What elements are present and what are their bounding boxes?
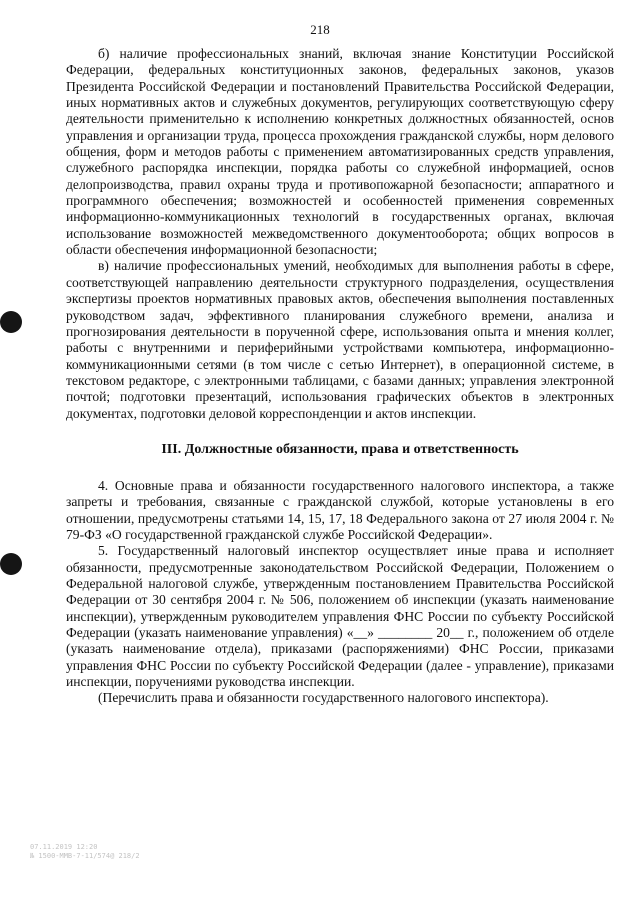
paragraph-knowledge: б) наличие профессиональных знаний, включая знание Конституции Российской Федерации, федеральных конституционных законов, федеральных законов, указов Президента Российской Федерации и постановлений Правительства Российской Федерации, иных нормативных актов и служебных документов, регулирующих соответствующую сферу деятельности применительно к исполнению конкретных должностных обязанностей, основ управления и организации труда, процесса прохождения гражданской службы, норм делового общения, форм и методов работы с применением автоматизированных средств управления, служебного распорядка инспекции, порядка работы со служебной информацией, основ делопроизводства, правил охраны труда и противопожарной безопасности; аппаратного и программного обеспечения; возможностей и особенностей применения современных информационно-коммуникационных технологий в государственных органах, включая использование возможностей межведомственного документооборота; общих вопросов в области обеспечения информационной безопасности; [66, 46, 614, 258]
footer-stamp [30, 843, 140, 861]
punch-hole [0, 553, 22, 575]
punch-hole [0, 311, 22, 333]
paragraph-rights-duties: 4. Основные права и обязанности государственного налогового инспектора, а также запреты и требования, связанные с гражданской службой, которые установлены в его отношении, предусмотрены статьями 14, 15, 17, 18 Федерального закона от 27 июля 2004 г. № 79-ФЗ «О государственной гражданской службе Российской Федерации». [66, 477, 614, 542]
paragraph-skills: в) наличие профессиональных умений, необходимых для выполнения работы в сфере, соответствующей направлению деятельности структурного подразделения, осуществления экспертизы проектов нормативных правовых актов, обеспечения выполнения поставленных руководством задач, эффективного планирования служебного времени, анализа и прогнозирования деятельности в порученной сфере, использования опыта и мнения коллег, работы с внутренними и периферийными устройствами компьютера, информационно-коммуникационными сетями (в том числе с сетью Интернет), в операционной системе, в текстовом редакторе, с электронными таблицами, с базами данных; управления электронной почтой; подготовки презентаций, использования графических объектов в электронных документах, подготовки деловой корреспонденции и актов инспекции. [66, 258, 614, 421]
paragraph-other-rights: 5. Государственный налоговый инспектор осуществляет иные права и исполняет обязанности, предусмотренные законодательством Российской Федерации, Положением о Федеральной налоговой службе, утвержденным постановлением Правительства Российской Федерации от 30 сентября 2004 г. № 506, положением об инспекции (указать наименование инспекции), утвержденным руководителем управления ФНС России по субъекту Российской Федерации (указать наименование управления) «__» ________ 20__ г., положением об отделе (указать наименование отдела), приказами (распоряжениями) ФНС России, приказами управления ФНС России по субъекту Российской Федерации (далее - управление), приказами инспекции, поручениями руководства инспекции. [66, 543, 614, 690]
footer-stamp-line: № 1500-ММВ-7-11/574@ 218/2 [30, 852, 140, 860]
document-body [66, 46, 614, 707]
page-number: 218 [310, 22, 330, 37]
paragraph-list-rights: (Перечислить права и обязанности государственного налогового инспектора). [98, 690, 549, 706]
footer-stamp-line: 07.11.2019 12:20 [30, 843, 98, 851]
section-heading: III. Должностные обязанности, права и ответственность [161, 441, 519, 457]
